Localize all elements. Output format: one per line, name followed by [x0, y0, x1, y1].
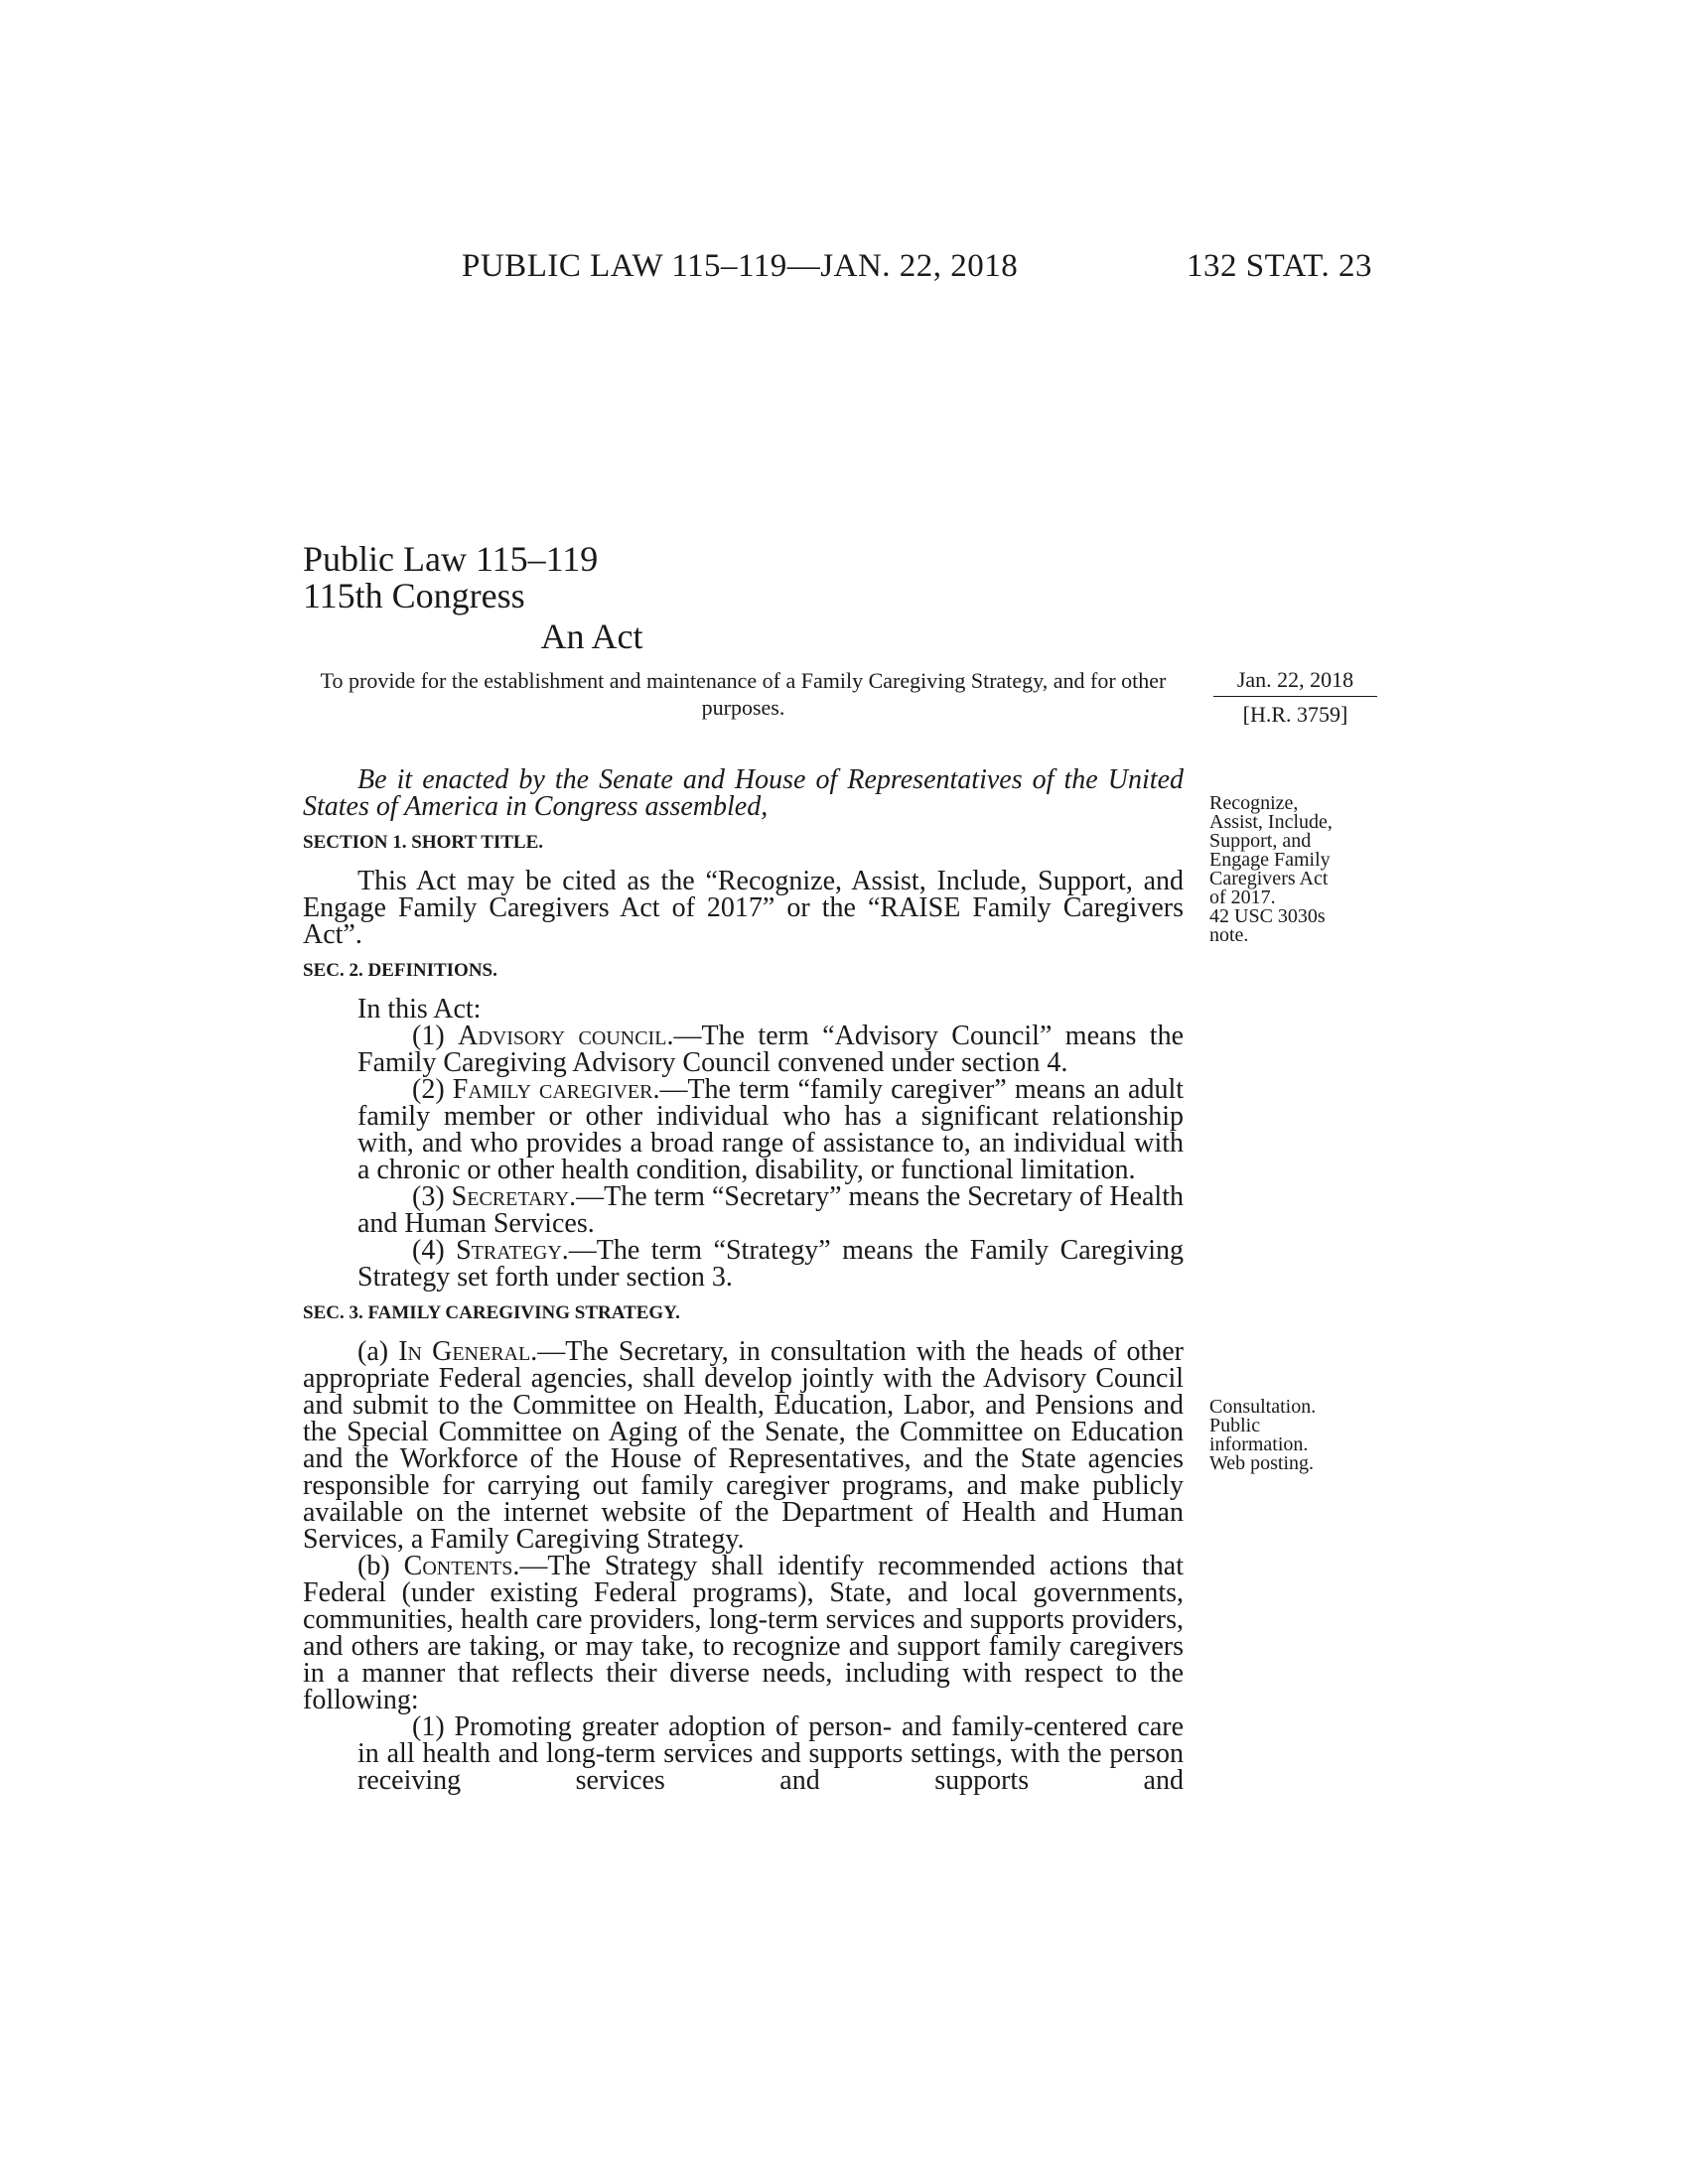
section-3-heading: SEC. 3. FAMILY CAREGIVING STRATEGY.: [303, 1302, 680, 1323]
definitions-lead: In this Act:: [357, 994, 482, 1024]
margin-note-line: information.: [1209, 1433, 1309, 1455]
law-number: Public Law 115–119: [303, 539, 599, 579]
bill-number: [H.R. 3759]: [1242, 702, 1348, 727]
definition-term: Secretary: [451, 1181, 570, 1212]
definition-family-caregiver: (2) Family caregiver.—The term “family caregiver” means an adult family member or other individual who has a significant relationship with, and who provides a broad range of assistance to, an individual with a chronic or other health condition, disability, or functional limitation.: [357, 1074, 1185, 1185]
margin-note-line: Consultation.: [1209, 1396, 1317, 1418]
section-2-heading: SEC. 2. DEFINITIONS.: [303, 960, 497, 981]
definition-term: Advisory council: [458, 1021, 667, 1051]
subsection-term: Contents: [403, 1551, 513, 1581]
definition-strategy: (4) Strategy.—The term “Strategy” means the Family Caregiving Strategy set forth under section 3.: [357, 1235, 1185, 1293]
margin-note-line: Support, and: [1209, 830, 1312, 852]
act-body: [303, 766, 1184, 1794]
section-1-heading: SECTION 1. SHORT TITLE.: [303, 832, 544, 853]
margin-note-line: Engage Family: [1209, 849, 1331, 871]
running-head-left: PUBLIC LAW 115–119—JAN. 22, 2018: [462, 248, 1019, 284]
margin-note-line: Recognize,: [1209, 792, 1299, 814]
congress: 115th Congress: [303, 576, 525, 615]
paragraph-b1: (1) Promoting greater adoption of person- and family-centered care in all health and long-term services and supports settings, with the person receiving services and supports and: [357, 1711, 1184, 1796]
margin-note-line: note.: [1209, 924, 1249, 946]
margin-note-line: Assist, Include,: [1209, 811, 1333, 833]
definition-advisory-council: (1) Advisory council.—The term “Advisory Council” means the Family Caregiving Advisory Council convened under section 4.: [357, 1021, 1184, 1078]
running-head-page: 132 STAT. 23: [1187, 248, 1373, 284]
margin-note-line: 42 USC 3030s: [1209, 905, 1326, 927]
definition-secretary: (3) Secretary.—The term “Secretary” means the Secretary of Health and Human Services.: [357, 1181, 1184, 1239]
definition-term: Family caregiver: [452, 1074, 653, 1105]
subsection-term: In General: [398, 1336, 531, 1367]
margin-note-line: of 2017.: [1209, 887, 1276, 908]
margin-note-line: Web posting.: [1209, 1452, 1315, 1474]
margin-note-strategy: [1209, 1398, 1373, 1473]
approval-date: Jan. 22, 2018: [1213, 667, 1377, 697]
act-purpose: To provide for the establishment and maintenance of a Family Caregiving Strategy, and for other purposes.: [320, 668, 1167, 720]
subsection-b: (b) Contents.—The Strategy shall identify recommended actions that Federal (under existing Federal programs), State, and local governments, communities, health care providers, long-term services and supports providers, and others are taking, or may take, to recognize and support family caregivers in a manner that reflects their diverse needs, including with respect to the following:: [303, 1551, 1184, 1715]
section-1-text: This Act may be cited as the “Recognize, Assist, Include, Support, and Engage Family Caregivers Act of 2017” or the “RAISE Family Caregivers Act”.: [303, 866, 1184, 950]
enacting-clause: Be it enacted by the Senate and House of Representatives of the United States of America in Congress assembled,: [303, 764, 1184, 822]
subsection-a: (a) In General.—The Secretary, in consultation with the heads of other appropriate Federal agencies, shall develop jointly with the Advisory Council and submit to the Committee on Health, Education, Labor, and Pensions and the Special Committee on Aging of the Senate, the Committee on Education and the Workforce of the House of Representatives, and the State agencies responsible for carrying out family caregiver programs, and make publicly available on the internet website of the Department of Health and Human Services, a Family Caregiving Strategy.: [303, 1336, 1185, 1555]
definition-term: Strategy: [456, 1235, 562, 1266]
margin-note-short-title: [1209, 794, 1373, 945]
an-act-heading: An Act: [540, 616, 643, 656]
margin-note-line: Public: [1209, 1415, 1261, 1436]
margin-note-line: Caregivers Act: [1209, 868, 1329, 889]
